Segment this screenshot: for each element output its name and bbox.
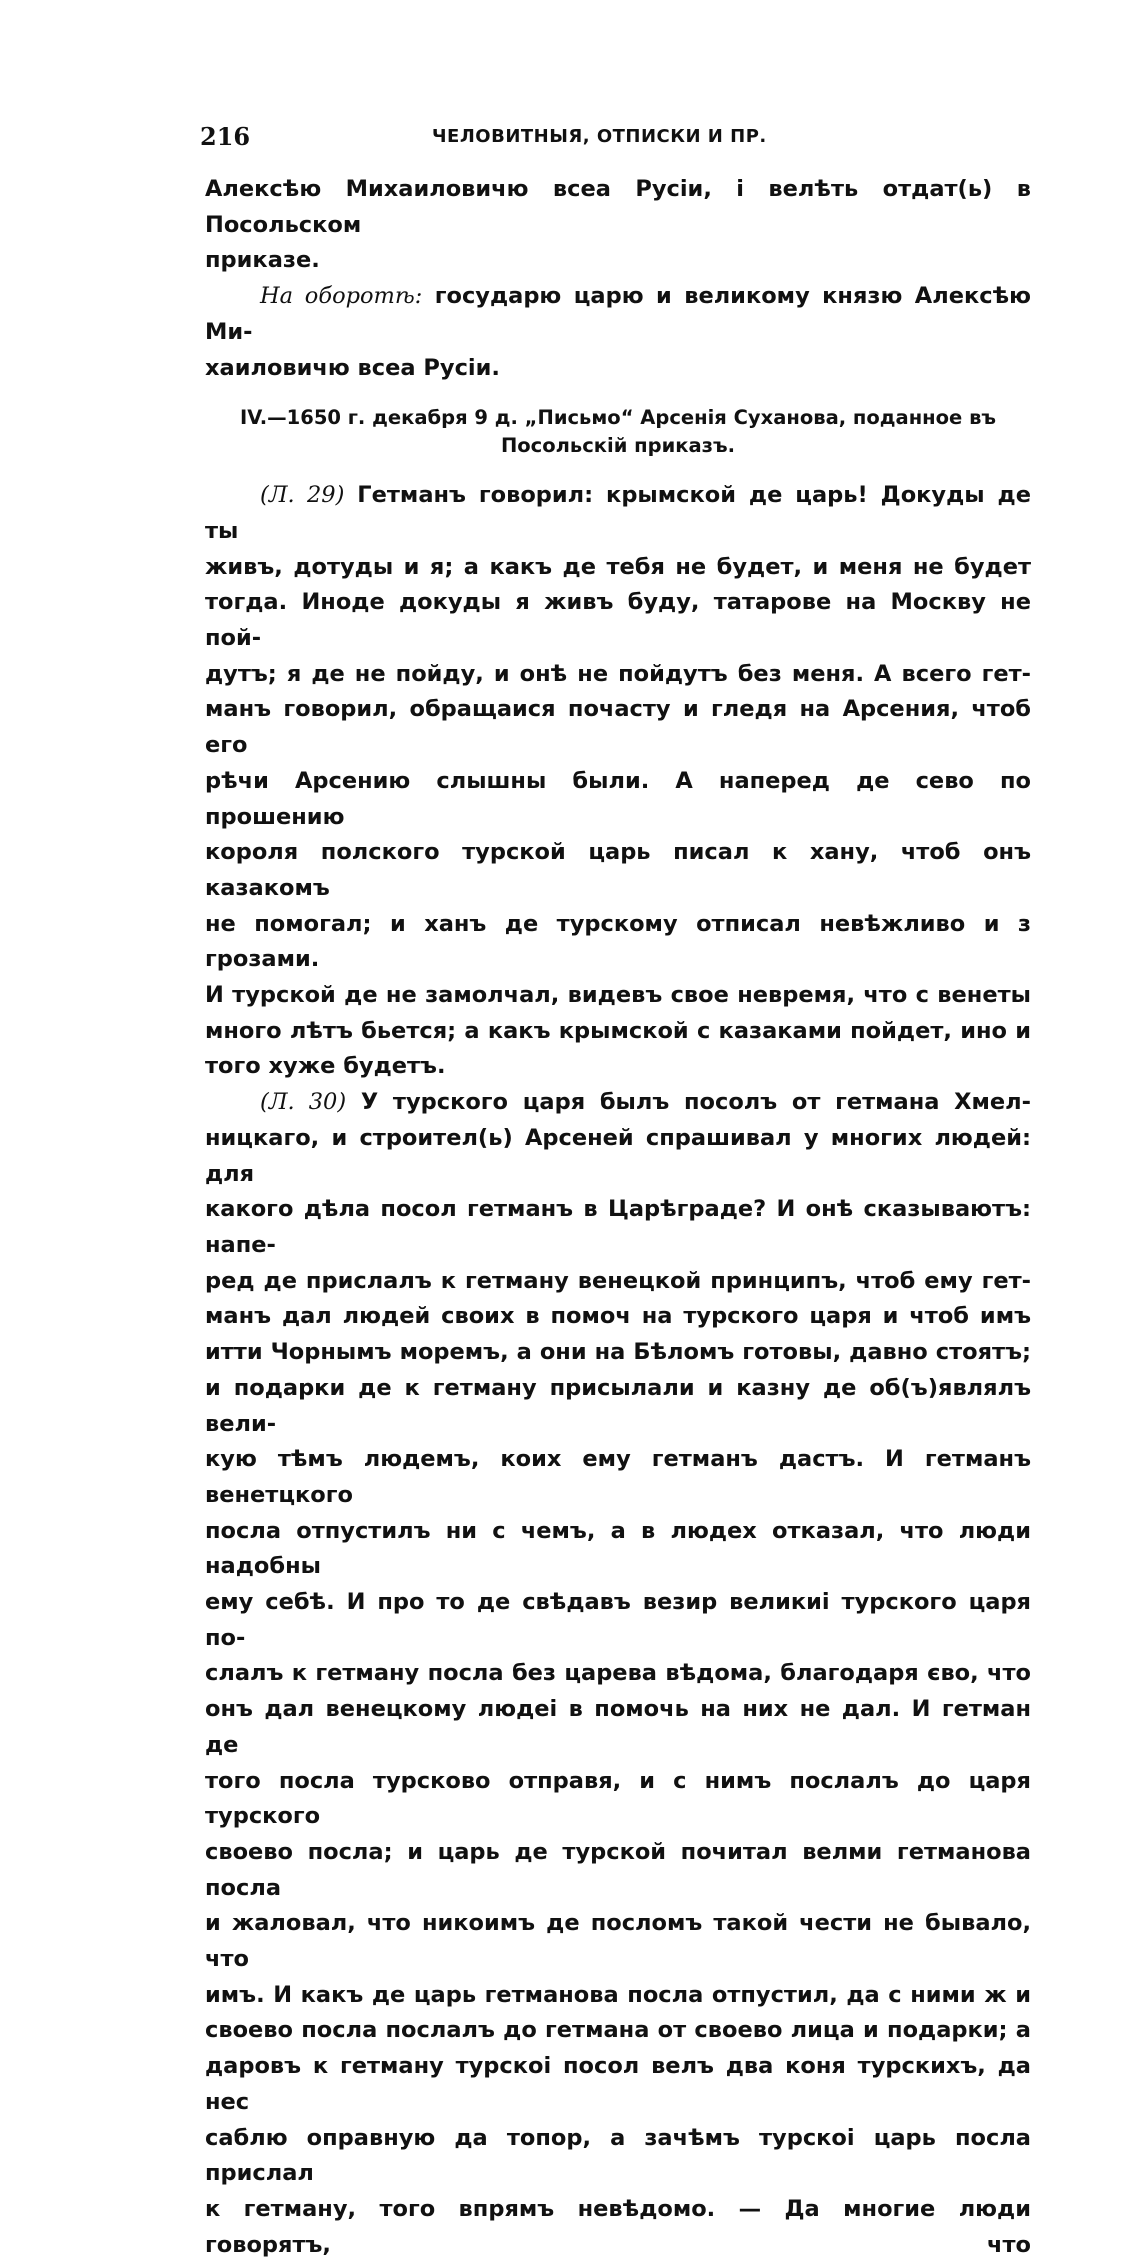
- text-line: ред де прислалъ к гетману венецкой принципъ, чтоб ему гет-: [205, 1267, 1031, 1294]
- text-line: даровъ к гетману турскоі посол велъ два коня турскихъ, да нес: [205, 2053, 1031, 2115]
- text-line: онъ дал венецкому людеі в помочь на них не дал. И гетман де: [205, 1696, 1031, 1758]
- running-title: ЧЕЛОВИТНЫЯ, ОТПИСКИ И ПР.: [432, 126, 767, 147]
- text-line: и жаловал, что никоимъ де посломъ такой чести не бывало, что: [205, 1910, 1031, 1973]
- note-label: На оборотѣ:: [260, 283, 423, 310]
- text-line: тогда. Иноде докуды я живъ буду, татарове на Москву не пой-: [205, 589, 1031, 652]
- text-line: хаиловичю всеа Русіи.: [205, 354, 500, 381]
- text-line: своево посла; и царь де турской почитал велми гетманова посла: [205, 1838, 1031, 1901]
- text-line: [205, 478, 1031, 549]
- text-line: кую тѣмъ людемъ, коих ему гетманъ дастъ. И гетманъ венетцкого: [205, 1446, 1031, 1508]
- line-text: Гетманъ говорил: крымской де царь! Докуды де ты: [205, 482, 1031, 544]
- text-line: к гетману, того впрямъ невѣдомо. — Да многие люди говорятъ, что: [205, 2195, 1031, 2258]
- text-line: дутъ; я де не пойду, и онѣ не пойдутъ без меня. А всего гет-: [205, 660, 1031, 687]
- heading-line: Посольскій приказъ.: [500, 434, 736, 458]
- paragraph-leaf-30: [205, 1085, 1031, 2263]
- text-line: имъ. И какъ де царь гетманова посла отпустил, да с ними ж и: [205, 1981, 1031, 2008]
- text-line: посла отпустилъ ни с чемъ, а в людех отказал, что люди надобны: [205, 1517, 1031, 1580]
- document-heading: [205, 404, 1031, 460]
- text-line: ницкаго, и строител(ь) Арсеней спрашивал у многих людей: для: [205, 1124, 1031, 1187]
- text-line: много лѣтъ бьется; а какъ крымской с казаками пойдет, ино и: [205, 1017, 1031, 1044]
- text-line: И турской де не замолчал, видевъ свое невремя, что с венеты: [205, 982, 1031, 1009]
- text-line: [205, 1085, 1031, 1121]
- line-text: У турского царя былъ посолъ от гетмана Хмел-: [346, 1089, 1031, 1116]
- text-line: рѣчи Арсению слышны были. А наперед де сево по прошению: [205, 767, 1031, 830]
- heading-line: IV.—1650 г. декабря 9 д. „Письмо“ Арсенія Суханова, поданное въ: [239, 406, 997, 430]
- text-line: итти Чорнымъ моремъ, а они на Бѣломъ готовы, давно стоятъ;: [205, 1339, 1031, 1366]
- note-text: государю царю и великому князю Алексѣю Ми-: [205, 283, 1031, 345]
- text-line: короля полского турской царь писал к хану, чтоб онъ казакомъ: [205, 839, 1031, 901]
- text-line: живъ, дотуды и я; а какъ де тебя не будет, и меня не будет: [205, 553, 1031, 580]
- reverse-note: [205, 279, 1031, 386]
- text-line: слалъ к гетману посла без царева вѣдома, благодаря єво, что: [205, 1660, 1031, 1687]
- page-header: [200, 122, 1040, 152]
- page-body: [205, 172, 1031, 2263]
- text-line: и подарки де к гетману присылали и казну де об(ъ)являлъ вели-: [205, 1374, 1031, 1437]
- text-line: какого дѣла посол гетманъ в Царѣграде? И онѣ сказываютъ: напе-: [205, 1196, 1031, 1258]
- text-line: манъ говорил, обращаися почасту и гледя на Арсения, чтоб его: [205, 696, 1031, 759]
- paragraph-leaf-29: [205, 478, 1031, 1085]
- text-line: того посла турсково отправя, и с нимъ послалъ до царя турского: [205, 1767, 1031, 1830]
- text-line: Алексѣю Михаиловичю всеа Русіи, і велѣть отдат(ь) в Посольском: [205, 176, 1031, 238]
- page-number: 216: [200, 122, 251, 151]
- text-line: саблю оправную да топор, а зачѣмъ турскоі царь посла прислал: [205, 2124, 1031, 2187]
- text-line: приказе.: [205, 247, 320, 274]
- text-line: не помогал; и ханъ де турскому отписал невѣжливо и з грозами.: [205, 910, 1031, 973]
- intro-paragraph: [205, 172, 1031, 279]
- text-line: ему себѣ. И про то де свѣдавъ везир великиі турского царя по-: [205, 1589, 1031, 1651]
- text-line: своево посла послалъ до гетмана от своево лица и подарки; а: [205, 2017, 1031, 2044]
- text-line: того хуже будетъ.: [205, 1053, 446, 1080]
- leaf-reference: (Л. 29): [260, 482, 345, 509]
- leaf-reference: (Л. 30): [260, 1089, 347, 1116]
- text-line: манъ дал людей своих в помоч на турского царя и чтоб имъ: [205, 1303, 1031, 1330]
